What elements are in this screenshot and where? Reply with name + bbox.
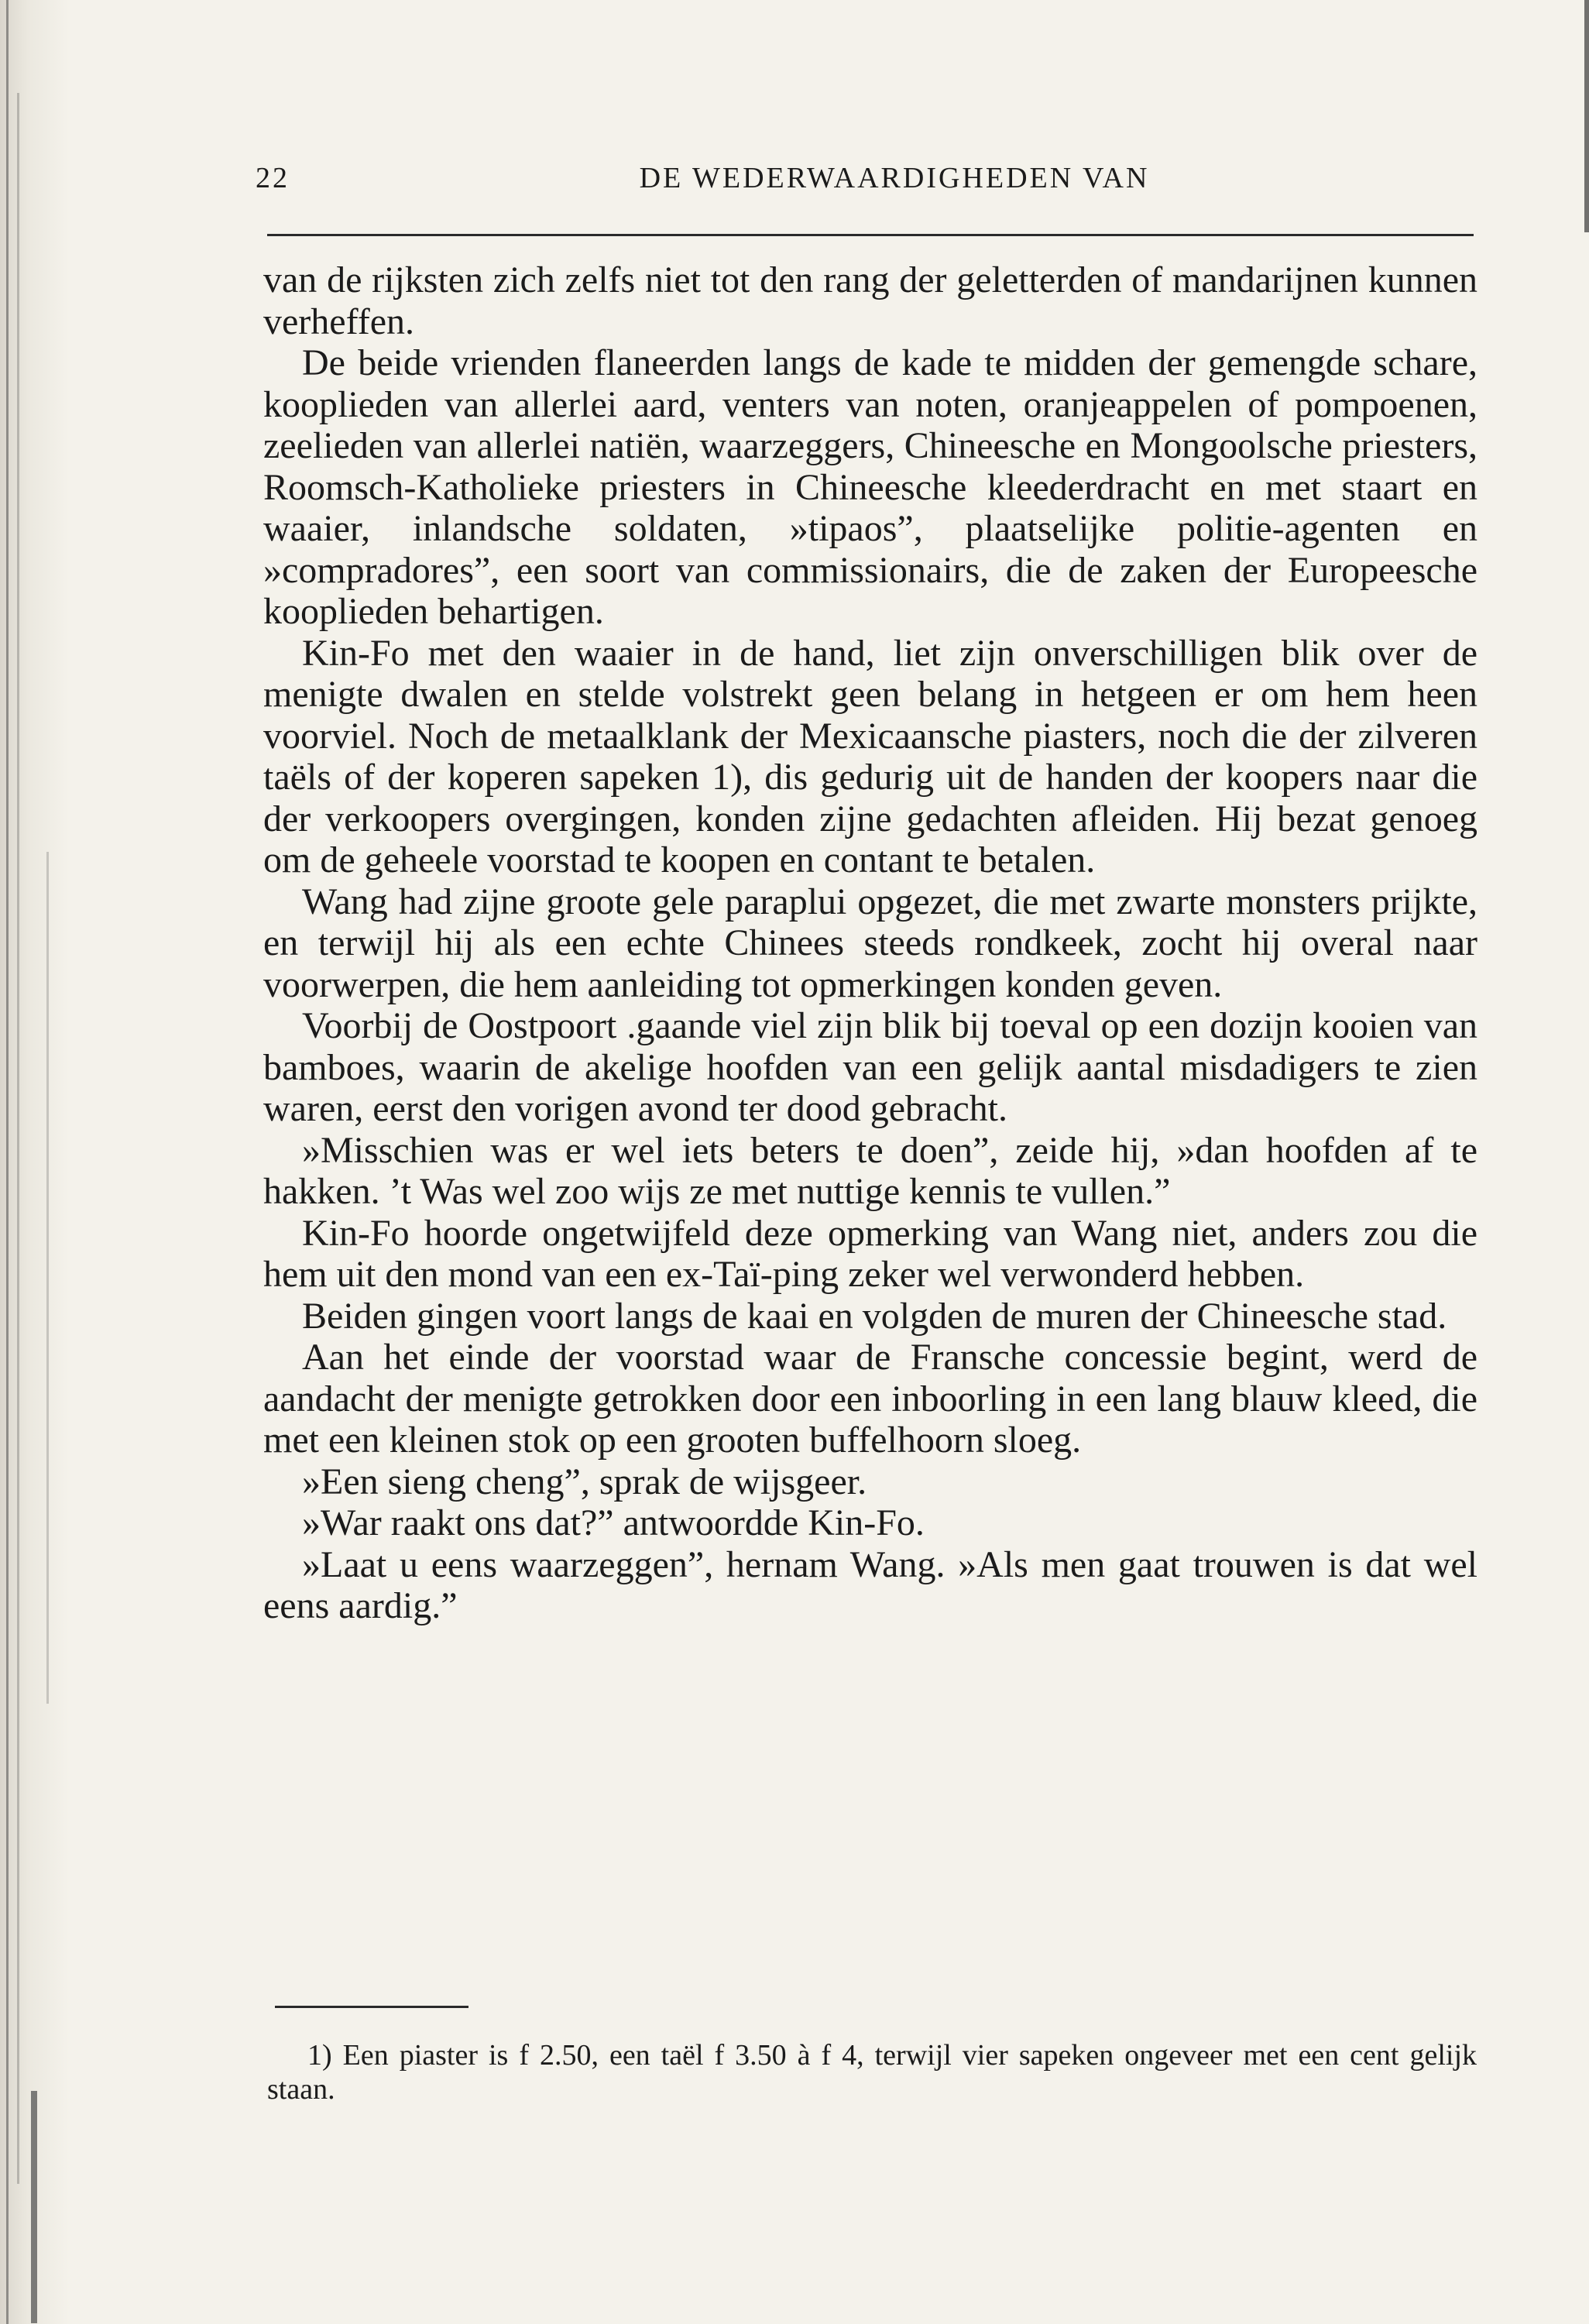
footnote-text: 1) Een piaster is f 2.50, een taël f 3.50 à f 4, terwijl vier sapeken ongeveer met een cent gelijk staan. <box>267 2039 1477 2106</box>
paragraph: »Laat u eens waarzeggen”, hernam Wang. »Als men gaat trouwen is dat wel eens aardig.” <box>263 1543 1477 1626</box>
paragraph: Kin-Fo hoorde ongetwijfeld deze opmerking van Wang niet, anders zou die hem uit den mond van een ex-Taï-ping zeker wel verwonderd hebben. <box>263 1212 1477 1295</box>
paragraph: »Misschien was er wel iets beters te doen”, zeide hij, »dan hoofden af te hakken. ’t Was wel zoo wijs ze met nuttige kennis te vullen.” <box>263 1129 1477 1212</box>
paragraph: van de rijksten zich zelfs niet tot den rang der geletterden of mandarijnen kunnen verheffen. <box>263 259 1477 342</box>
running-title: DE WEDERWAARDIGHEDEN VAN <box>639 162 1150 194</box>
footnote <box>267 2038 1477 2106</box>
scan-gutter-shadow <box>0 0 70 2324</box>
gutter-line <box>46 852 49 1704</box>
paragraph: De beide vrienden flaneerden langs de kade te midden der gemengde schare, kooplieden van allerlei aard, venters van noten, oranjeappelen of pompoenen, zeelieden van allerlei natiën, waarzeggers, Chineesche en Mongoolsche priesters, Roomsch-Katholieke priesters in Chineesche kleederdracht en met staart en waaier, inlandsche soldaten, »tipaos”, plaatselijke politie-agenten en »compradores”, een soort van commissionairs, die de zaken der Europeesche kooplieden behartigen. <box>263 342 1477 632</box>
gutter-line <box>31 2091 37 2323</box>
paragraph: Voorbij de Oostpoort .gaande viel zijn blik bij toeval op een dozijn kooien van bamboes, waarin de akelige hoofden van een gelijk aantal misdadigers te zien waren, eerst den vorigen avond ter dood gebracht. <box>263 1005 1477 1129</box>
header-rule <box>267 234 1474 236</box>
gutter-line <box>6 0 9 2324</box>
page-number: 22 <box>256 162 290 194</box>
footnote-rule <box>275 2006 468 2008</box>
paragraph: Aan het einde der voorstad waar de Fransche concessie begint, werd de aandacht der menigte getrokken door een inboorling in een lang blauw kleed, die met een kleinen stok op een grooten buffelhoorn sloeg. <box>263 1337 1477 1461</box>
paragraph: Beiden gingen voort langs de kaai en volgden de muren der Chineesche stad. <box>302 1295 1447 1337</box>
body-text <box>263 259 1477 1627</box>
page-header <box>256 161 1471 200</box>
paragraph: Wang had zijne groote gele paraplui opgezet, die met zwarte monsters prijkte, en terwijl hij als een echte Chinees steeds rondkeek, zocht hij overal naar voorwerpen, die hem aanleiding tot opmerkingen konden geven. <box>263 881 1477 1005</box>
paragraph: Kin-Fo met den waaier in de hand, liet zijn onverschilligen blik over de menigte dwalen en stelde volstrekt geen belang in hetgeen er om hem heen voorviel. Noch de metaalklank der Mexicaansche piasters, noch die der zilveren taëls of der koperen sapeken 1), dis gedurig uit de handen der koopers naar die der verkoopers overgingen, konden zijne gedachten afleiden. Hij bezat genoeg om de geheele voorstad te koopen en contant te betalen. <box>263 632 1477 881</box>
paragraph: »Een sieng cheng”, sprak de wijsgeer. <box>302 1461 867 1502</box>
scan-right-edge <box>1584 0 1589 232</box>
paragraph: »War raakt ons dat?” antwoordde Kin-Fo. <box>302 1502 925 1543</box>
gutter-line <box>17 93 19 2184</box>
